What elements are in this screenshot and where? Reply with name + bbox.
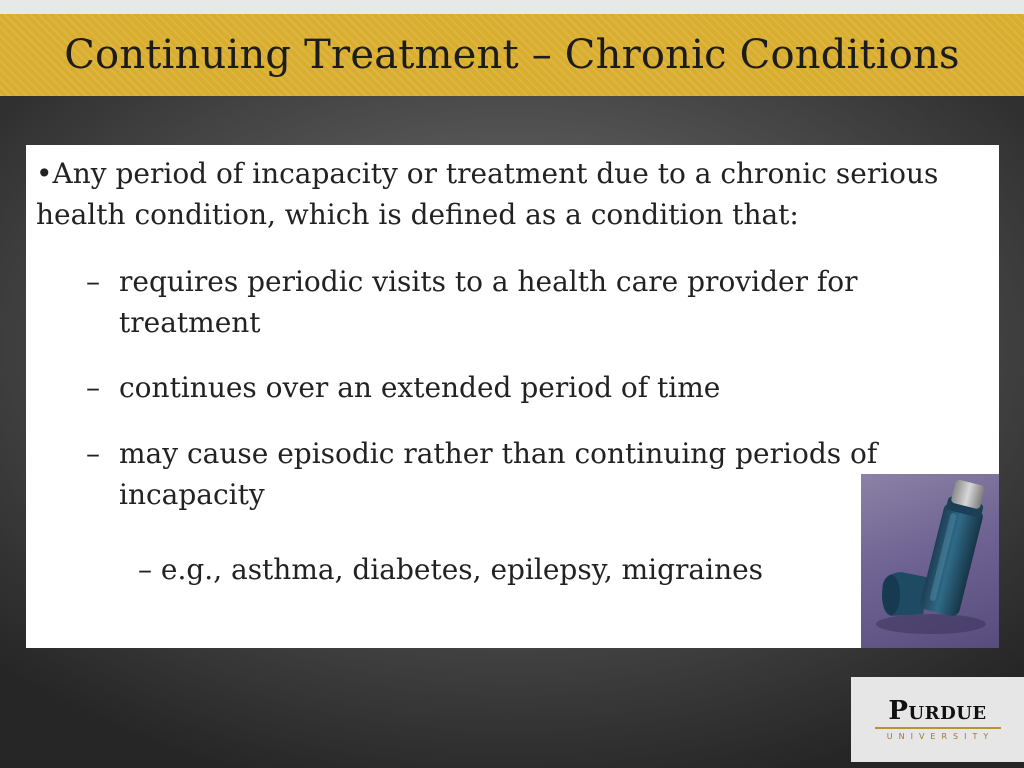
sub-bullet-text: continues over an extended period of time [119,371,721,404]
dash-icon: – [86,265,100,298]
logo-divider [875,727,1001,729]
content-box [26,145,999,648]
main-bullet: •Any period of incapacity or treatment due to a chronic serious health condition, which is defined as a condition that: [36,157,939,231]
sub-bullet-periodic-visits [86,261,916,343]
sub-bullet-episodic [86,433,916,515]
sub-bullet-extended-period [86,367,916,408]
inhaler-image [861,474,999,648]
dash-icon: – [86,371,100,404]
title-bar [0,14,1024,96]
sub-bullet-text: requires periodic visits to a health care provider for treatment [119,265,858,339]
logo-subtitle: UNIVERSITY [886,732,995,741]
top-strip [0,0,1024,14]
inhaler-icon [861,474,999,648]
slide-title: Continuing Treatment – Chronic Conditions [64,32,960,78]
example-bullet: – e.g., asthma, diabetes, epilepsy, migraines [138,553,764,586]
purdue-logo [851,677,1024,762]
logo-wordmark: Purdue [888,696,987,726]
dash-icon: – [86,437,100,470]
sub-bullet-text: may cause episodic rather than continuing periods of incapacity [119,437,878,511]
